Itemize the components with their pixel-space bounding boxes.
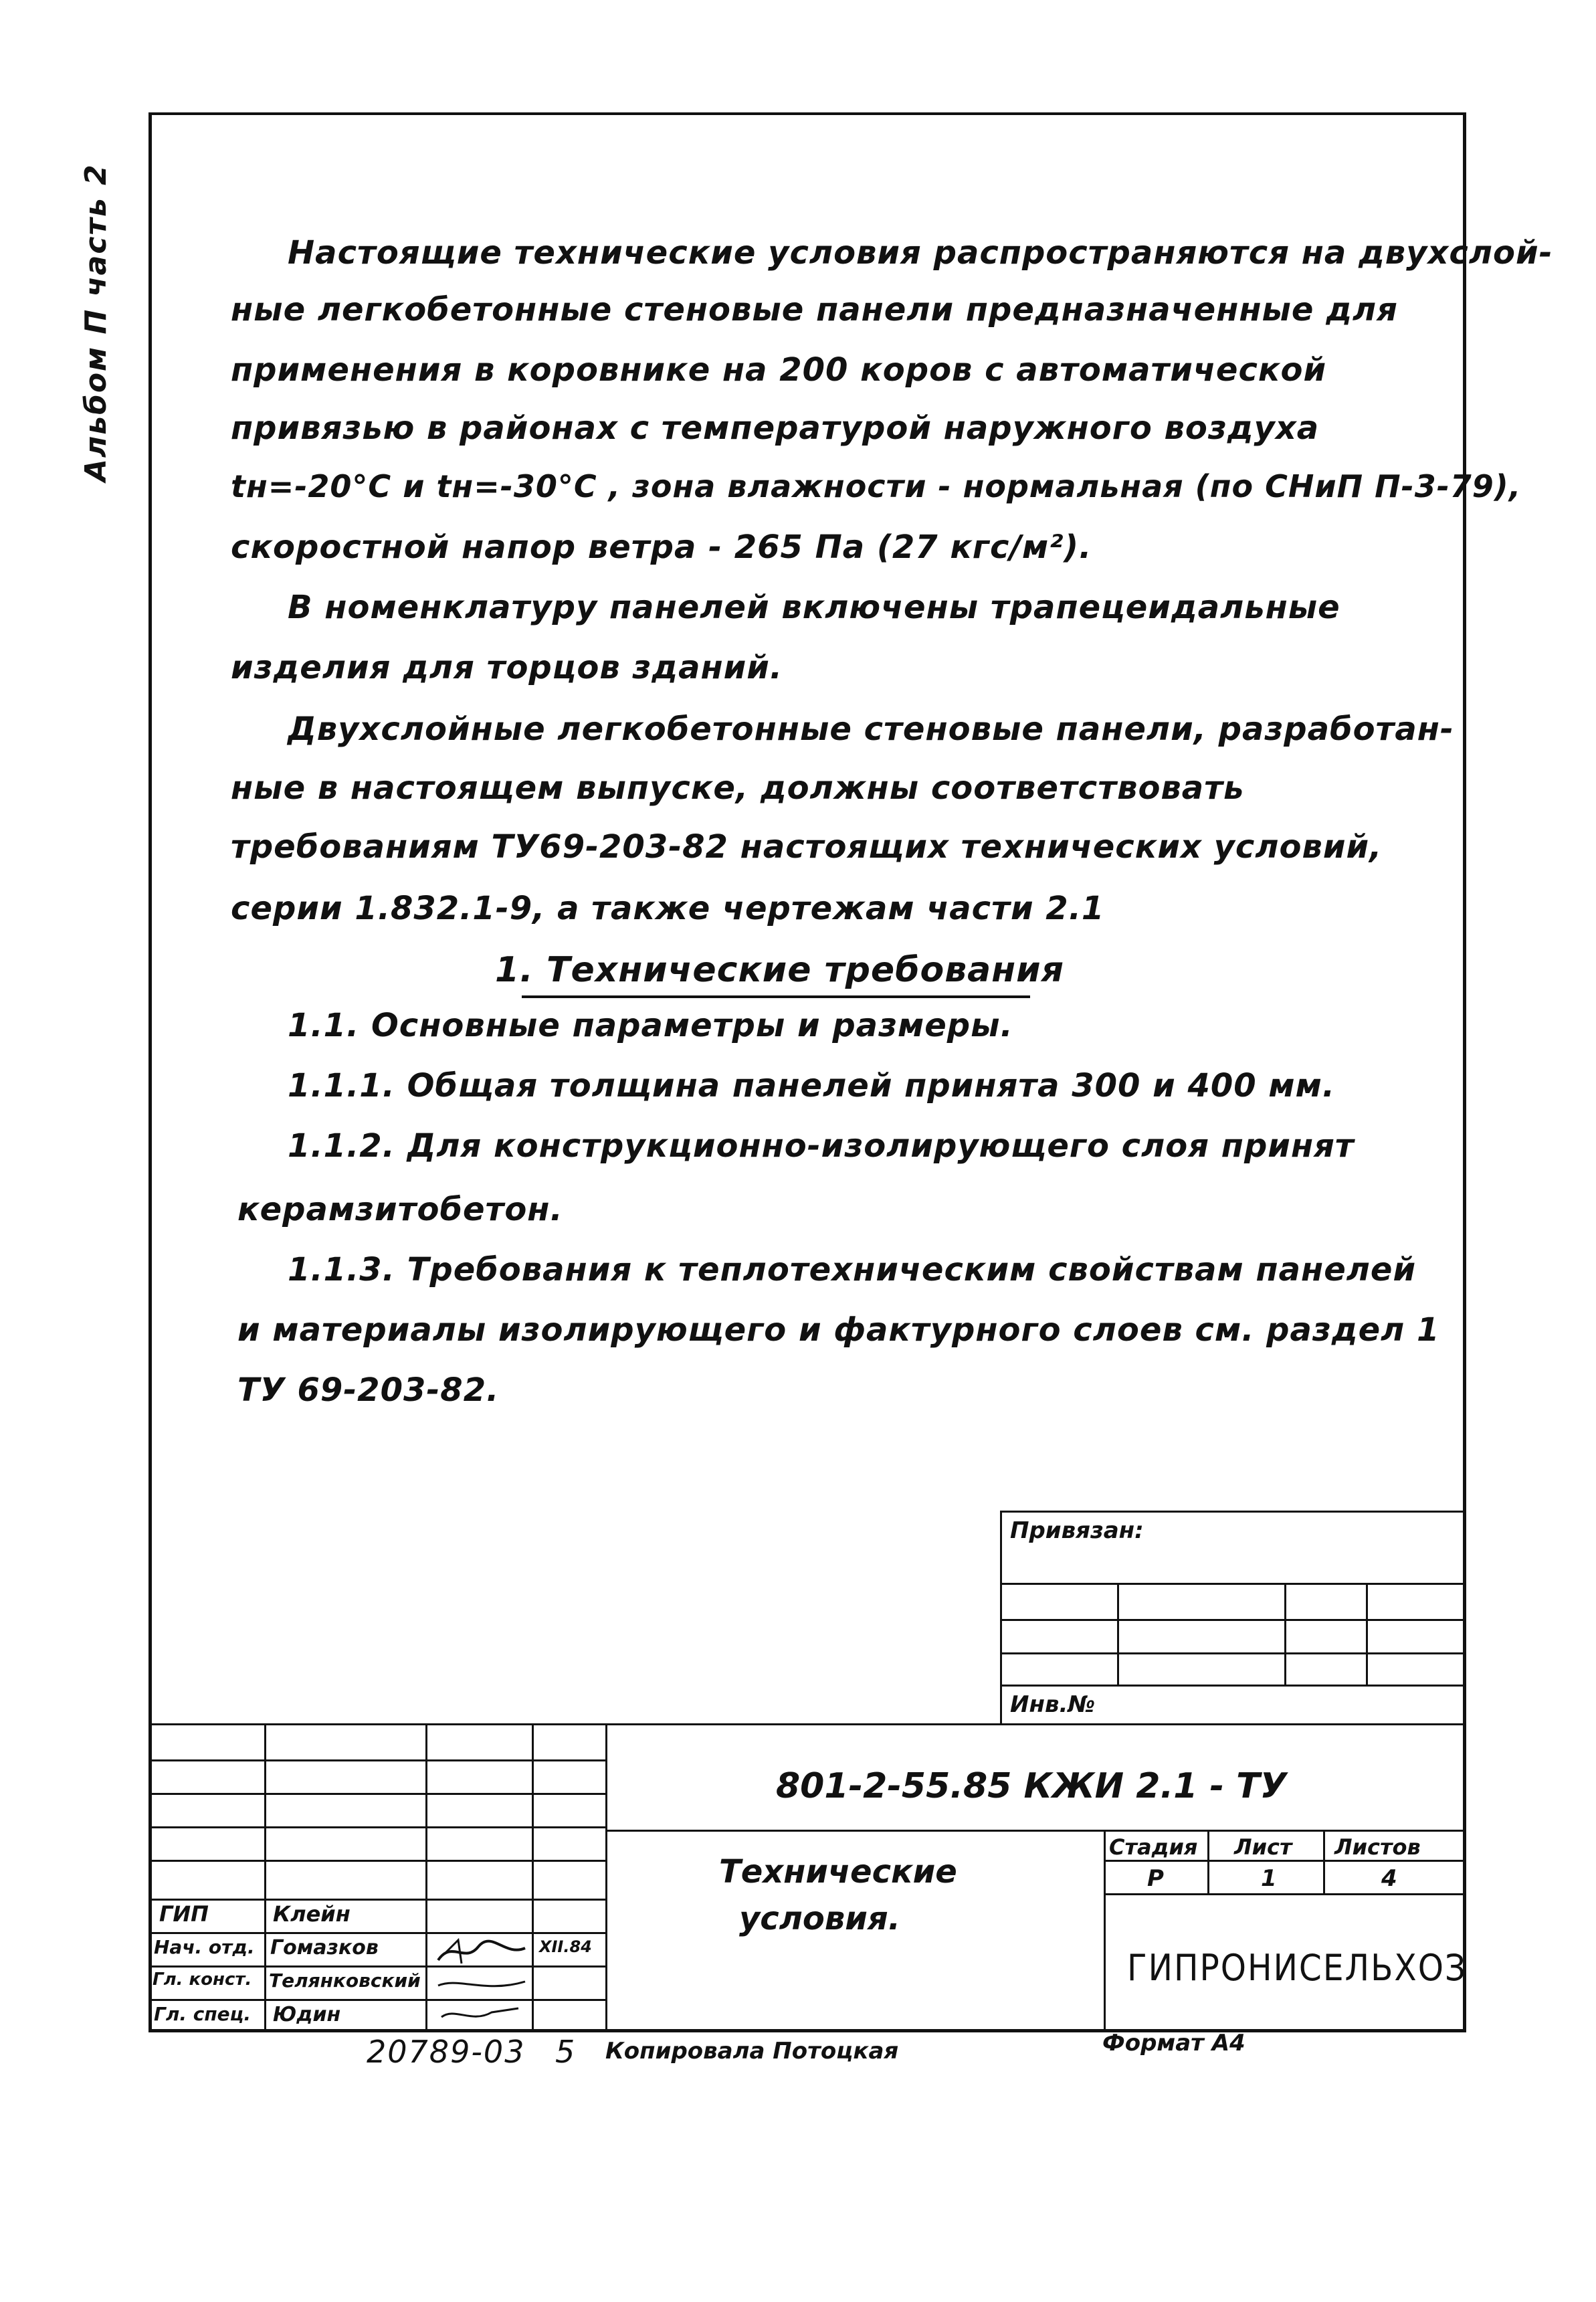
sheet-value: 1	[1261, 1865, 1277, 1892]
paragraph-line: привязью в районах с температурой наружного воздуха	[231, 409, 1320, 447]
paragraph-line: применения в коровнике на 200 коров с автоматической	[231, 351, 1327, 389]
item-line: керамзитобетон.	[237, 1191, 563, 1228]
sheet-format: Формат А4	[1102, 2030, 1245, 2056]
sheet-header: Лист	[1234, 1834, 1292, 1860]
paragraph-line: ные легкобетонные стеновые панели предназначенные для	[231, 291, 1398, 328]
paragraph-line: изделия для торцов зданий.	[231, 649, 783, 686]
name-cell: Клейн	[273, 1901, 351, 1927]
album-side-label: Альбом П часть 2	[79, 163, 113, 482]
sheets-value: 4	[1381, 1865, 1397, 1892]
paragraph-line: серии 1.832.1-9, а также чертежам части 2.1	[231, 890, 1105, 927]
doc-title-line1: Технические	[719, 1853, 957, 1891]
role-cell: ГИП	[159, 1901, 209, 1927]
paragraph-line: требованиям ТУ69-203-82 настоящих технических условий,	[231, 828, 1383, 866]
date-cell: XII.84	[539, 1937, 592, 1956]
copied-by: Копировала Потоцкая	[605, 2038, 899, 2065]
sheets-header: Листов	[1334, 1834, 1421, 1860]
heading-underline	[522, 995, 1030, 998]
role-cell: Нач. отд.	[154, 1936, 255, 1958]
signatures-graphic	[431, 1933, 532, 2027]
paragraph-line: Двухслойные легкобетонные стеновые панели, разработан-	[288, 710, 1454, 748]
paragraph-line: tн=-20°С и tн=-30°С , зона влажности - нормальная (по СНиП П-3-79),	[231, 468, 1522, 504]
binding-title: Привязан:	[1010, 1517, 1144, 1544]
stage-value: Р	[1147, 1865, 1164, 1892]
item-line: 1.1.1. Общая толщина панелей принята 300 и 400 мм.	[288, 1067, 1336, 1105]
copy-sheet-number: 5	[555, 2034, 575, 2070]
item-line: 1.1.2. Для конструкционно-изолирующего слоя принят	[288, 1127, 1355, 1165]
name-cell: Юдин	[273, 2003, 341, 2026]
name-cell: Гомазков	[270, 1936, 379, 1959]
document-code: 801-2-55.85 КЖИ 2.1 - ТУ	[776, 1766, 1287, 1806]
item-line: ТУ 69-203-82.	[237, 1371, 500, 1409]
organization-name: ГИПРОНИСЕЛЬХОЗ	[1127, 1947, 1468, 1989]
item-line: 1.1.3. Требования к теплотехническим свойствам панелей	[288, 1251, 1417, 1288]
item-line: 1.1. Основные параметры и размеры.	[288, 1007, 1013, 1044]
inv-label: Инв.№	[1010, 1691, 1096, 1718]
stage-header: Стадия	[1109, 1834, 1198, 1860]
item-line: и материалы изолирующего и фактурного слоев см. раздел 1	[237, 1311, 1440, 1349]
paragraph-line: Настоящие технические условия распространяются на двухслой-	[288, 234, 1553, 272]
role-cell: Гл. конст.	[153, 1970, 252, 1990]
paragraph-line: ные в настоящем выпуске, должны соответствовать	[231, 769, 1245, 807]
paragraph-line: скоростной напор ветра - 265 Па (27 кгс/м²).	[231, 529, 1092, 566]
role-cell: Гл. спец.	[154, 2003, 252, 2025]
section-heading: 1. Технические требования	[495, 950, 1064, 990]
paragraph-line: В номенклатуру панелей включены трапецеидальные	[288, 589, 1340, 626]
doc-title-line2: условия.	[739, 1900, 900, 1937]
drawing-number: 20789-03	[367, 2034, 526, 2070]
name-cell: Телянковский	[269, 1970, 421, 1992]
